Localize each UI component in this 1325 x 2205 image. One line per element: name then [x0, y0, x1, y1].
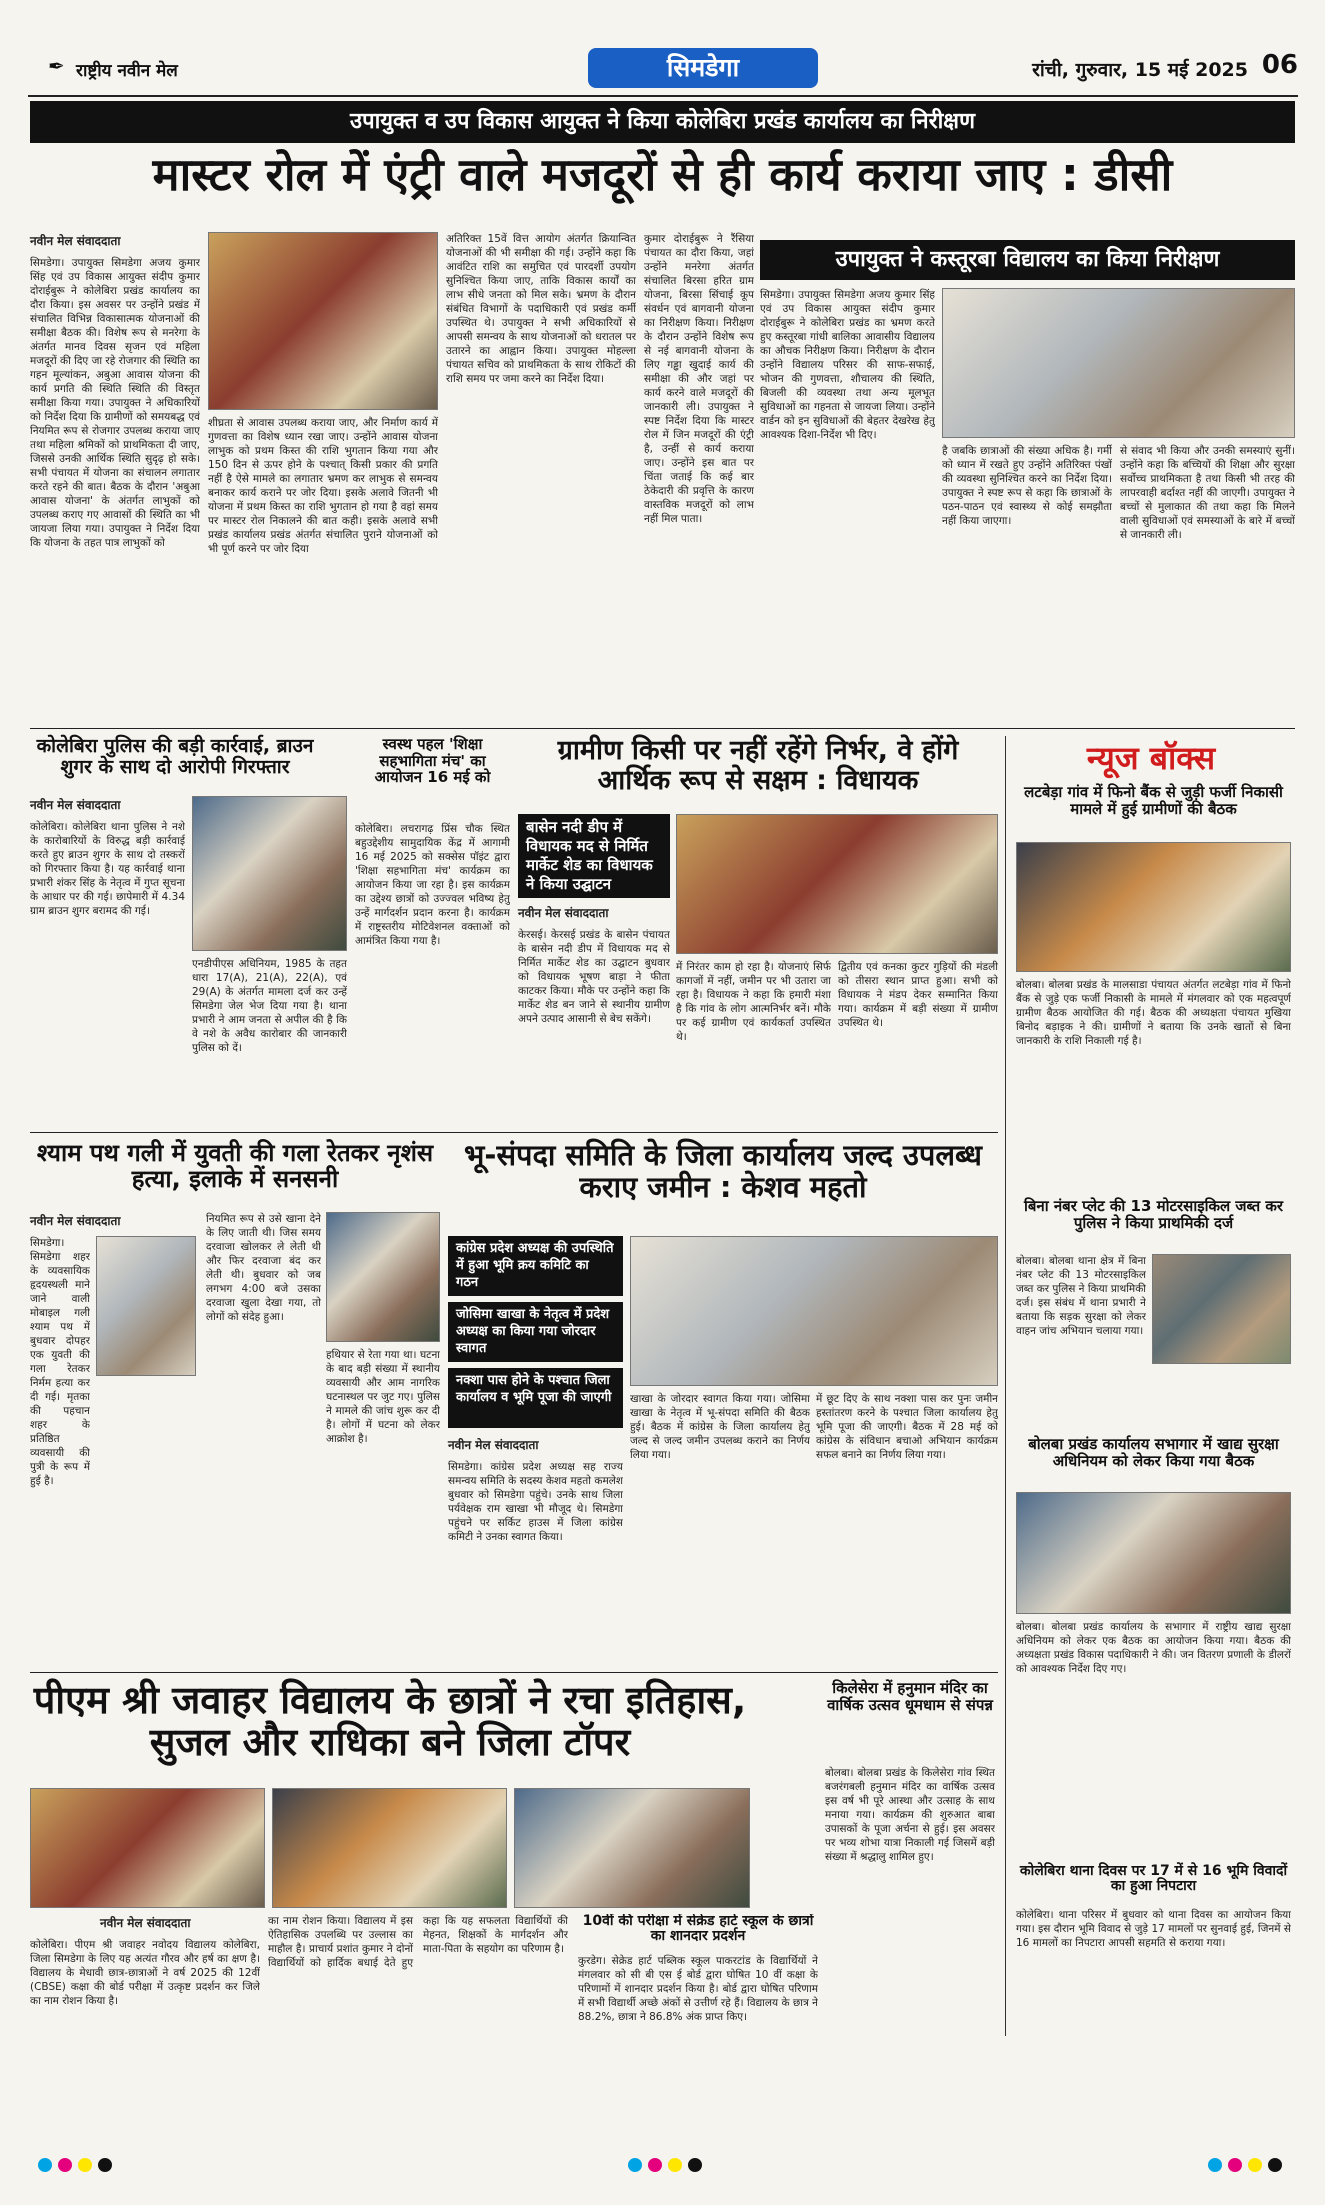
masthead: [28, 44, 1298, 94]
murder-body-col3: हथियार से रेता गया था। घटना के बाद बड़ी संख्या में स्थानीय व्यवसायी और आम नागरिक घटनास्थल पर जुट गए। पुलिस ने मामले की जांच शुरू कर दी है। लोगों में घटना को लेकर आक्रोश है।: [326, 1349, 440, 1445]
footer-registration-marks: [28, 2150, 1298, 2180]
registration-mark-cyan-2: [628, 2158, 642, 2172]
news-item1-body: बोलबा। बोलबा प्रखंड के मालसाडा पंचायत अंतर्गत लटबेड़ा गांव में फिनो बैंक से जुड़े एक फर्जी निकासी के मामले में मंगलवार को एक महत्वपूर्ण ग्रामीण बैठक आयोजित की गई। बैठक की अध्यक्षता पंचायत मुखिया बिनोद बड़ाइक ने की। ग्रामीणों ने बताया कि उनके खातों से बिना जानकारी के राशि निकाली गई है।: [1016, 979, 1291, 1047]
registration-mark-magenta: [58, 2158, 72, 2172]
vidhayak-photo: [676, 814, 998, 954]
jnv-body-col1: कोलेबिरा। पीएम श्री जवाहर नवोदय विद्यालय कोलेबिरा, जिला सिमडेगा के लिए यह अत्यंत गौरव और हर्ष का क्षण है। विद्यालय के मेधावी छात्र-छात्राओं ने वर्ष 2025 की 12वीं (CBSE) कक्षा की बोर्ड परीक्षा में उत्कृष्ट प्रदर्शन कर जिले का नाम रोशन किया है।: [30, 1939, 260, 2007]
bhusampada-byline: नवीन मेल संवाददाता: [448, 1438, 539, 1452]
vidhayak-body-col3: द्वितीय एवं कनका कुटर गुड़ियों की मंडली को तीसरा स्थान प्राप्त हुआ। सभी को विधायक ने मंडप देकर सम्मानित किया गया। कार्यक्रम में बड़ी संख्या में ग्रामीण उपस्थित थे।: [838, 961, 998, 1029]
bhusampada-bullet2-text: जोसिमा खाखा के नेतृत्व में प्रदेश अध्यक्ष का किया गया जोरदार स्वागत: [456, 1307, 610, 1356]
section-tab: [588, 48, 818, 88]
logo-emblem-icon: ✒: [48, 54, 65, 78]
lead-byline: नवीन मेल संवाददाता: [30, 234, 121, 248]
logo-text: राष्ट्रीय नवीन मेल: [76, 61, 178, 81]
sahbhagita-body: कोलेबिरा। लचरागढ़ प्रिंस चौक स्थित बहुउद्देशीय सामुदायिक केंद्र में आगामी 16 मई 2025 को सक्सेस पॉइंट द्वारा 'शिक्षा सहभागिता मंच' कार्यक्रम का आयोजन किया जा रहा है। इस कार्यक्रम का उद्देश्य छात्रों को उज्ज्वल भविष्य हेतु उन्हें मार्गदर्शन प्रदान करना है। कार्यक्रम में राष्ट्रस्तरीय मोटिवेशनल वक्ताओं को आमंत्रित किया गया है।: [355, 823, 510, 947]
registration-mark-magenta-2: [648, 2158, 662, 2172]
bhusampada-body-col3: में छूट दिए के साथ नक्शा पास कर पुनः जमीन हस्तांतरण करने के पश्चात जिला कार्यालय हेतु भूमि पूजा की जाएगी। बैठक में 28 मई को कांग्रेस के संविधान बचाओ अभियान कार्यक्रम सफल बनाने का निर्णय लिया गया।: [816, 1393, 998, 1461]
masthead-rule: [28, 95, 1298, 97]
section-rule-1: [30, 728, 1295, 729]
lead-headline: मास्टर रोल में एंट्री वाले मजदूरों से ही कार्य कराया जाए : डीसी: [152, 148, 1173, 201]
page-number: 06: [1261, 50, 1298, 80]
sacred-heart-container: [578, 1914, 818, 2100]
section-rule-2: [30, 1132, 998, 1133]
murder-body-col2: नियमित रूप से उसे खाना देने के लिए जाती थी। जिस समय दरवाजा खोलकर ले लेती थी और फिर दरवाजा बंद कर लेती थी। बुधवार को जब लगभग 4:00 बजे उसका दरवाजा खुला देखा गया, तो लोगों को संदेह हुआ।: [206, 1213, 321, 1323]
bhusampada-body-col1: सिमडेगा। कांग्रेस प्रदेश अध्यक्ष सह राज्य समन्वय समिति के सदस्य केशव महतो कमलेश बुधवार को सिमडेगा पहुंचे। उनके साथ जिला पर्यवेक्षक राम खाखा भी मौजूद थे। सिमडेगा पहुंचने पर सर्किट हाउस में जिला कांग्रेस कमिटी ने उनका स्वागत किया।: [448, 1461, 623, 1543]
lead-photo: [208, 232, 438, 410]
registration-mark-yellow-3: [1248, 2158, 1262, 2172]
registration-mark-black: [98, 2158, 112, 2172]
section-rule-3: [30, 1672, 998, 1673]
lead-kicker-text: उपायुक्त व उप विकास आयुक्त ने किया कोलेबिरा प्रखंड कार्यालय का निरीक्षण: [350, 109, 975, 134]
hanuman-headline: किलेसेरा में हनुमान मंदिर का वार्षिक उत्सव धूमधाम से संपन्न: [827, 1679, 993, 1714]
bhusampada-bullet3: [448, 1368, 623, 1428]
bhusampada-photo: [630, 1236, 998, 1386]
murder-byline: नवीन मेल संवाददाता: [30, 1214, 121, 1228]
police-body-col2: एनडीपीएस अधिनियम, 1985 के तहत धारा 17(A), 21(A), 22(A), एवं 29(A) के अंतर्गत मामला दर्ज कर उन्हें सिमडेगा जेल भेज दिया गया है। थाना प्रभारी ने आम जनता से अपील की है कि वे नशे के अवैध कारोबार की जानकारी पुलिस को दें।: [192, 958, 347, 1054]
news-item2-headline: बिना नंबर प्लेट की 13 मोटरसाइकिल जब्त कर पुलिस ने किया प्राथमिकी दर्ज: [1023, 1197, 1284, 1232]
vidhayak-body-col2: में निरंतर काम हो रहा है। योजनाएं सिर्फ कागजों में नहीं, जमीन पर भी उतारा जा रहा है। विधायक ने कहा कि हमारी मंशा है कि गांव के लोग आत्मनिर्भर बनें। मौके पर कई ग्रामीण एवं कार्यकर्ता उपस्थित थे।: [676, 961, 831, 1043]
news-item2-body: बोलबा। बोलबा थाना क्षेत्र में बिना नंबर प्लेट की 13 मोटरसाइकिल जब्त कर पुलिस ने किया प्राथमिकी दर्ज। इस संबंध में थाना प्रभारी ने बताया कि सड़क सुरक्षा को लेकर वाहन जांच अभियान चलाया गया।: [1016, 1255, 1146, 1337]
news-item4-headline: कोलेबिरा थाना दिवस पर 17 में से 16 भूमि विवादों का हुआ निपटारा: [1019, 1863, 1288, 1895]
registration-mark-black-3: [1268, 2158, 1282, 2172]
vidhayak-headline: ग्रामीण किसी पर नहीं रहेंगे निर्भर, वे होंगे आर्थिक रूप से सक्षम : विधायक: [557, 735, 959, 796]
murder-body-col1: सिमडेगा। सिमडेगा शहर के व्यवसायिक हृदयस्थली माने जाने वाली मोबाइल गली श्याम पथ में बुधवार दोपहर एक युवती की गला रेतकर निर्मम हत्या कर दी गई। मृतका की पहचान शहर के प्रतिष्ठित व्यवसायी की पुत्री के रूप में हुई है।: [30, 1237, 90, 1487]
bhusampada-bullet1: [448, 1236, 623, 1296]
vidhayak-byline: नवीन मेल संवाददाता: [518, 906, 609, 920]
vidhayak-body-col1: केरसई। केरसई प्रखंड के बासेन पंचायत के बासेन नदी डीप में विधायक मद से निर्मित मार्केट शेड का उद्घाटन बुधवार को विधायक भूषण बाड़ा ने फीता काटकर किया। मौके पर उन्होंने कहा कि मार्केट शेड बन जाने से स्थानीय ग्रामीण अपने उत्पाद आसानी से बेच सकेंगे।: [518, 929, 670, 1025]
news-box-title: न्यूज बॉक्स: [1086, 739, 1216, 777]
jnv-photo-3: [514, 1788, 750, 1908]
murder-photo-2: [326, 1212, 440, 1342]
kasturba-headline-text: उपायुक्त ने कस्तूरबा विद्यालय का किया निरीक्षण: [835, 247, 1220, 272]
news-item3-headline: बोलबा प्रखंड कार्यालय सभागार में खाद्य सुरक्षा अधिनियम को लेकर किया गया बैठक: [1028, 1435, 1279, 1470]
lead-body-col2: शीघ्रता से आवास उपलब्ध कराया जाए, और निर्माण कार्य में गुणवत्ता का विशेष ध्यान रखा जाए। उन्होंने आवास योजना लाभुक को प्रथम किस्त की राशि भुगतान किया गया और 150 दिन से ऊपर होने के पश्चात् किसी प्रकार की प्रगति नहीं है ऐसे मामले का लगातार भ्रमण कर लाभुक से समन्वय बनाकर कार्य कराने पर जोर दिया। इसके अलावे जितनी भी योजना में प्रथम किस्त का राशि भुगतान हो गया है वहां समय पर मास्टर रोल निकालने की बात कही। इसके अलावे सभी प्रखंड कार्यालय प्रखंड अंतर्गत संचालित पुराने योजनाओं को भी पूर्ण करने पर जोर दिया: [208, 417, 438, 555]
jnv-photo-2: [272, 1788, 507, 1908]
vidhayak-bullet: [518, 814, 670, 898]
news-item2-photo: [1152, 1254, 1291, 1364]
lead-body-col3: अतिरिक्त 15वें वित्त आयोग अंतर्गत क्रियान्वित योजनाओं की भी समीक्षा की गई। उन्होंने कहा कि आवंटित राशि का समुचित एवं पारदर्शी उपयोग सुनिश्चित किया जाए, ताकि विकास कार्यों का लाभ सीधे जनता को मिल सके। भ्रमण के दौरान संबंधित विभागों के पदाधिकारी एवं प्रखंड कर्मी उपस्थित थे। उपायुक्त ने सभी अधिकारियों से आपसी समन्वय के साथ योजनाओं को धरातल पर उतारने का आह्वान किया। उपायुक्त मोहल्ला पंचायत सचिव को प्राथमिकता के साथ रोकिटों की राशि समय पर जमा करने का निर्देश दिया।: [446, 233, 636, 385]
registration-mark-yellow-2: [668, 2158, 682, 2172]
lead-kicker: [30, 101, 1295, 143]
murder-body-col1b: [30, 1382, 200, 1666]
jnv-headline: पीएम श्री जवाहर विद्यालय के छात्रों ने रचा इतिहास, सुजल और राधिका बने जिला टॉपर: [33, 1678, 747, 1764]
sacred-heart-body: कुरडेग। सेक्रेड हार्ट पब्लिक स्कूल पाकरटांड के विद्यार्थियों ने मंगलवार को सी बी एस ई बोर्ड द्वारा घोषित 10 वीं कक्षा के परिणामों में शानदार प्रदर्शन किया है। बोर्ड द्वारा घोषित परिणाम में सभी विद्यार्थी अच्छे अंकों से उत्तीर्ण रहे हैं। विद्यालय के छात्र ने 88.2%, छात्रा ने 86.8% अंक प्राप्त किए।: [578, 1955, 818, 2023]
news-item1-photo: [1016, 842, 1291, 972]
police-body-col1: कोलेबिरा। कोलेबिरा थाना पुलिस ने नशे के कारोबारियों के विरुद्ध बड़ी कार्रवाई करते हुए ब्राउन शुगर के साथ दो तस्करों को गिरफ्तार किया है। यह कार्रवाई थाना प्रभारी शंकर सिंह के नेतृत्व में गुप्त सूचना के आधार पर की गई। छापेमारी में 4.34 ग्राम ब्राउन शुगर बरामद की गई।: [30, 821, 185, 917]
bhusampada-bullet1-text: कांग्रेस प्रदेश अध्यक्ष की उपस्थिति में हुआ भूमि क्रय कमिटि का गठन: [456, 1241, 614, 1290]
registration-mark-cyan-3: [1208, 2158, 1222, 2172]
registration-mark-yellow: [78, 2158, 92, 2172]
kasturba-headline: [760, 240, 1295, 280]
kasturba-body-col2: है जबकि छात्राओं की संख्या अधिक है। गर्मी को ध्यान में रखते हुए उन्होंने अतिरिक्त पंखों की व्यवस्था सुनिश्चित करने का निर्देश दिया। उपायुक्त ने स्पष्ट रूप से कहा कि छात्राओं के पठन-पाठन एवं स्वास्थ्य से कोई समझौता नहीं किया जाएगा।: [942, 445, 1112, 527]
sahbhagita-headline: स्वस्थ पहल 'शिक्षा सहभागिता मंच' का आयोजन 16 मई को: [374, 735, 491, 786]
news-item4-body: कोलेबिरा। थाना परिसर में बुधवार को थाना दिवस का आयोजन किया गया। इस दौरान भूमि विवाद से जुड़े 17 मामलों पर सुनवाई हुई, जिनमें से 16 मामलों का निपटारा आपसी सहमति से कराया गया।: [1016, 1909, 1291, 1949]
police-photo: [192, 796, 347, 951]
jnv-byline: नवीन मेल संवाददाता: [100, 1916, 191, 1930]
section-name: सिमडेगा: [666, 53, 740, 82]
news-item3-body: बोलबा। बोलबा प्रखंड कार्यालय के सभागार में राष्ट्रीय खाद्य सुरक्षा अधिनियम को लेकर एक बैठक का आयोजन किया गया। बैठक की अध्यक्षता प्रखंड विकास पदाधिकारी ने की। जन वितरण प्रणाली के डीलरों को आवश्यक निर्देश दिए गए।: [1016, 1621, 1291, 1675]
kasturba-photo: [942, 288, 1295, 438]
newspaper-logo: [48, 54, 268, 84]
registration-mark-cyan: [38, 2158, 52, 2172]
sacred-heart-story: [575, 1914, 576, 1915]
dateline: रांची, गुरुवार, 15 मई 2025: [1032, 59, 1248, 81]
jnv-photo-1: [30, 1788, 265, 1908]
jnv-body-col2: का नाम रोशन किया। विद्यालय में इस ऐतिहासिक उपलब्धि पर उल्लास का माहौल है। प्राचार्य प्रशांत कुमार ने दोनों विद्यार्थियों को हार्दिक बधाई देते हुए कहा कि यह सफलता विद्यार्थियों की मेहनत, शिक्षकों के मार्गदर्शन और माता-पिता के सहयोग का परिणाम है।: [268, 1915, 568, 1969]
murder-photo: [96, 1236, 196, 1376]
registration-mark-magenta-3: [1228, 2158, 1242, 2172]
police-byline: नवीन मेल संवाददाता: [30, 798, 121, 812]
lead-body-col4: कुमार दोराईबुरू ने रैंसिया पंचायत का दौरा किया, जहां उन्होंने मनरेगा अंतर्गत संचालित बिरसा हरित ग्राम योजना, बिरसा सिंचाई कूप संवर्धन एवं बागवानी योजना का निरीक्षण किया। निरीक्षण के दौरान उन्होंने विशेष रूप से नई बागवानी योजना के लिए गड्ढा खुदाई कार्य की समीक्षा की और जहां पर कार्य करने वाले मजदूरों की जानकारी ली। उपायुक्त ने स्पष्ट निर्देश दिया कि मास्टर रोल में जिन मजदूरों की एंट्री है, उन्हीं से कार्य कराया जाए। उन्होंने इस बात पर चिंता जताई कि कई बार ठेकेदारी की प्रवृत्ति के कारण वास्तविक मजदूरों को लाभ नहीं मिल पाता।: [644, 233, 754, 525]
bhusampada-bullet3-text: नक्शा पास होने के पश्चात जिला कार्यालय व भूमि पूजा की जाएगी: [456, 1373, 612, 1405]
murder-headline: श्याम पथ गली में युवती की गला रेतकर नृशंस हत्या, इलाके में सनसनी: [36, 1139, 434, 1194]
police-headline: कोलेबिरा पुलिस की बड़ी कार्रवाई, ब्राउन शुगर के साथ दो आरोपी गिरफ्तार: [36, 735, 314, 778]
bhusampada-headline: भू-संपदा समिति के जिला कार्यालय जल्द उपलब्ध कराए जमीन : केशव महतो: [464, 1138, 982, 1204]
news-box: [1005, 736, 1295, 2036]
registration-mark-black-2: [688, 2158, 702, 2172]
sacred-heart-title: 10वीं की परीक्षा में सेक्रेड हार्ट स्कूल के छात्रों का शानदार प्रदर्शन: [582, 1914, 814, 1945]
news-item3-photo: [1016, 1492, 1291, 1614]
kasturba-body-col1: सिमडेगा। उपायुक्त सिमडेगा अजय कुमार सिंह एवं उप विकास आयुक्त संदीप कुमार दोराईबुरू ने कोलेबिरा प्रखंड का भ्रमण करते हुए कस्तूरबा गांधी बालिका आवासीय विद्यालय का औचक निरीक्षण किया। निरीक्षण के दौरान उन्होंने विद्यालय परिसर की साफ-सफाई, भोजन की गुणवत्ता, शौचालय की स्थिति, बिजली की व्यवस्था तथा अन्य मूलभूत सुविधाओं का गहनता से जायजा लिया। उन्होंने वार्डन को इन सुविधाओं की बेहतर देखरेख हेतु आवश्यक दिशा-निर्देश भी दिए।: [760, 289, 935, 441]
hanuman-body: बोलबा। बोलबा प्रखंड के किलेसेरा गांव स्थित बजरंगबली हनुमान मंदिर का वार्षिक उत्सव इस वर्ष भी पूरे आस्था और उत्साह के साथ मनाया गया। कार्यक्रम की शुरुआत बाबा उपासकों के पूजा अर्चना से हुई। इस अवसर पर भव्य शोभा यात्रा निकाली गई जिसमें बड़ी संख्या में श्रद्धालु शामिल हुए।: [825, 1767, 995, 1863]
bhusampada-body-col2: खाखा के जोरदार स्वागत किया गया। जोसिमा खाखा के नेतृत्व में भू-संपदा समिति की बैठक हुई। बैठक में कांग्रेस के जिला कार्यालय हेतु जल्द से जल्द जमीन उपलब्ध कराने का निर्णय लिया गया।: [630, 1393, 810, 1461]
vidhayak-bullet-text: बासेन नदी डीप में विधायक मद से निर्मित मार्केट शेड का विधायक ने किया उद्घाटन: [526, 818, 653, 893]
bhusampada-bullet2: [448, 1302, 623, 1362]
news-item1-headline: लटबेड़ा गांव में फिनो बैंक से जुड़ी फर्जी निकासी मामले में हुई ग्रामीणों की बैठक: [1024, 783, 1283, 818]
lead-body-col1: सिमडेगा। उपायुक्त सिमडेगा अजय कुमार सिंह एवं उप विकास आयुक्त संदीप कुमार दोराईबुरू ने कोलेबिरा प्रखंड कार्यालय का दौरा किया। इस अवसर पर उन्होंने प्रखंड में संचालित विभिन्न विकासात्मक योजनाओं की समीक्षा बैठक की। विशेष रूप से मनरेगा के अंतर्गत मानव दिवस सृजन एवं महिला मजदूरों की दिए जा रहे रोजगार की स्थिति का गहन मूल्यांकन, अबुआ आवास योजना की कार्य प्रगति की स्थिति स्थिति की विस्तृत समीक्षा किया गया। उपायुक्त ने अधिकारियों को निर्देश दिया कि ग्रामीणों को समयबद्ध एवं नियमित रूप से रोजगार उपलब्ध कराया जाए तथा महिला श्रमिकों को प्राथमिकता दी जाए, जिससे उनकी आर्थिक स्थिति सुदृढ़ हो सके। सभी पंचायत में योजना का संचालन लगातार करते रहने की बात। बैठक के दौरान 'अबुआ आवास योजना' के अंतर्गत लाभुकों को उपलब्ध कराए गए आवासों की स्थिति का भी जायजा लिया गया। उपायुक्त ने निर्देश दिया कि योजना के तहत पात्र लाभुकों को: [30, 257, 200, 549]
kasturba-body-col3: से संवाद भी किया और उनकी समस्याएं सुनीं। उन्होंने कहा कि बच्चियों की शिक्षा और सुरक्षा सर्वोच्च प्राथमिकता है तथा किसी भी तरह की लापरवाही बर्दाश्त नहीं की जाएगी। उपायुक्त ने बच्चों से मुलाकात की तथा कहा कि मिलने वाली सुविधाओं एवं समस्याओं के बारे में बच्चों से जानकारी ली।: [1120, 445, 1295, 541]
